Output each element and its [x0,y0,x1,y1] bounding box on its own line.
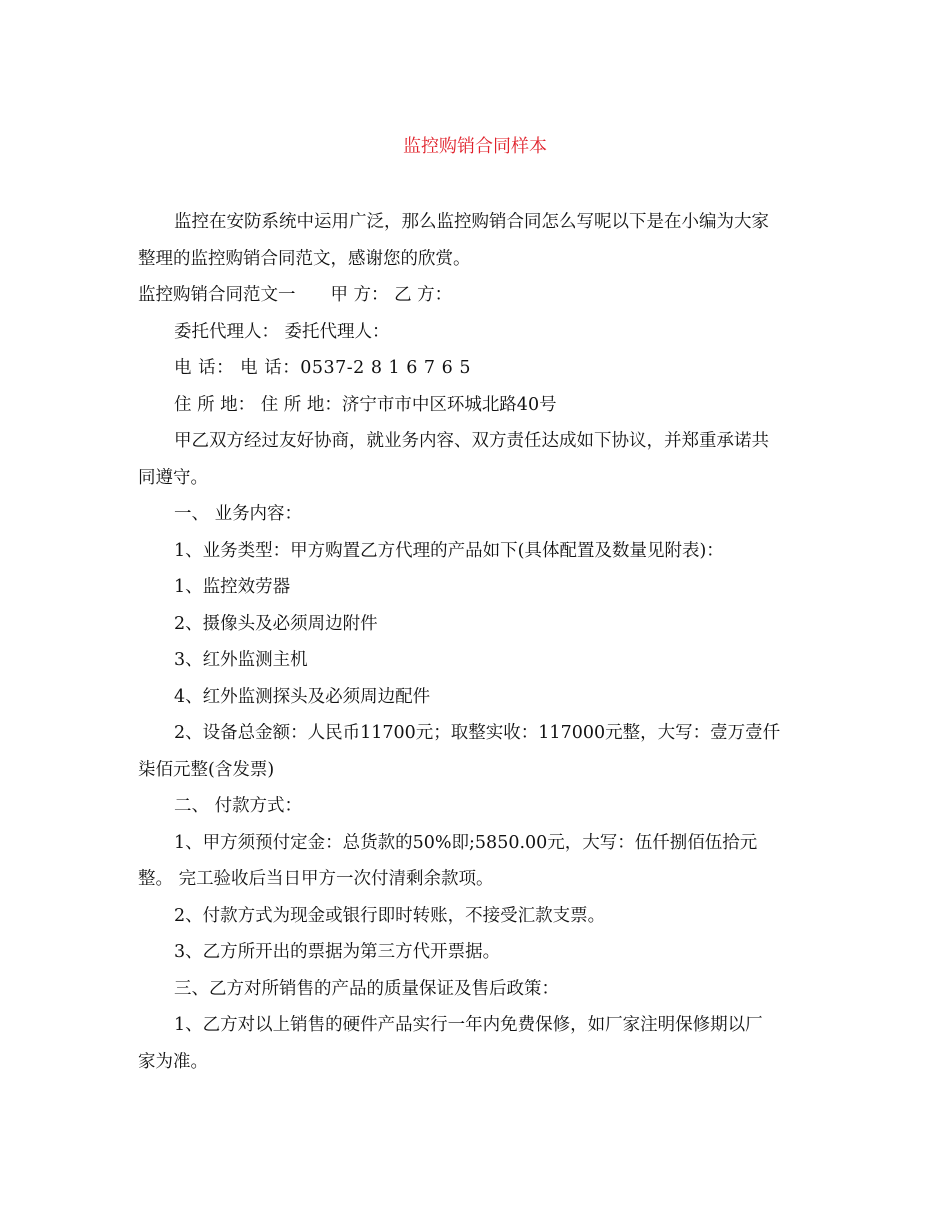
list-item: 1、监控效劳器 [174,577,291,597]
paragraph-line: 2、付款方式为现金或银行即时转账，不接受汇款支票。 [174,905,606,926]
paragraph-line: 同遵守。 [138,467,208,488]
paragraph-line: 家为准。 [138,1051,208,1072]
paragraph-line: 甲乙双方经过友好协商，就业务内容、双方责任达成如下协议，并郑重承诺共 [174,431,769,451]
document-title: 监控购销合同样本 [403,136,547,157]
paragraph-line: 1、业务类型：甲方购置乙方代理的产品如下(具体配置及数量见附表)： [174,540,724,561]
list-item: 3、红外监测主机 [174,650,308,670]
paragraph-line: 柒佰元整(含发票) [138,759,275,780]
section-heading: 三、乙方对所销售的产品的质量保证及售后政策： [174,978,559,999]
paragraph-line: 3、乙方所开出的票据为第三方代开票据。 [174,942,501,962]
list-item: 2、摄像头及必须周边附件 [174,613,378,634]
paragraph-line: 住 所 地： 住 所 地：济宁市市中区环城北路40号 [174,394,557,415]
list-item: 4、红外监测探头及必须周边配件 [174,686,431,707]
paragraph-line: 整理的监控购销合同范文，感谢您的欣赏。 [138,248,471,269]
paragraph-line: 整。 完工验收后当日甲方一次付清剩余款项。 [138,869,494,889]
section-heading: 二、 付款方式： [174,796,303,816]
paragraph-line: 监控购销合同范文一 甲 方： 乙 方： [138,285,453,305]
paragraph-line: 2、设备总金额：人民币11700元；取整实收：117000元整，大写：壹万壹仟 [174,723,781,743]
paragraph-line: 1、乙方对以上销售的硬件产品实行一年内免费保修，如厂家注明保修期以厂 [174,1015,763,1035]
paragraph-line: 委托代理人： 委托代理人： [174,321,390,342]
section-heading: 一、 业务内容： [174,504,303,524]
document-body [138,204,813,1080]
paragraph-line: 电 话： 电 话：0537-2 8 1 6 7 6 5 [174,358,471,378]
paragraph-line: 监控在安防系统中运用广泛，那么监控购销合同怎么写呢以下是在小编为大家 [174,212,769,232]
paragraph-line: 1、甲方须预付定金：总货款的50%即;5850.00元，大写：伍仟捌佰伍拾元 [174,832,758,853]
